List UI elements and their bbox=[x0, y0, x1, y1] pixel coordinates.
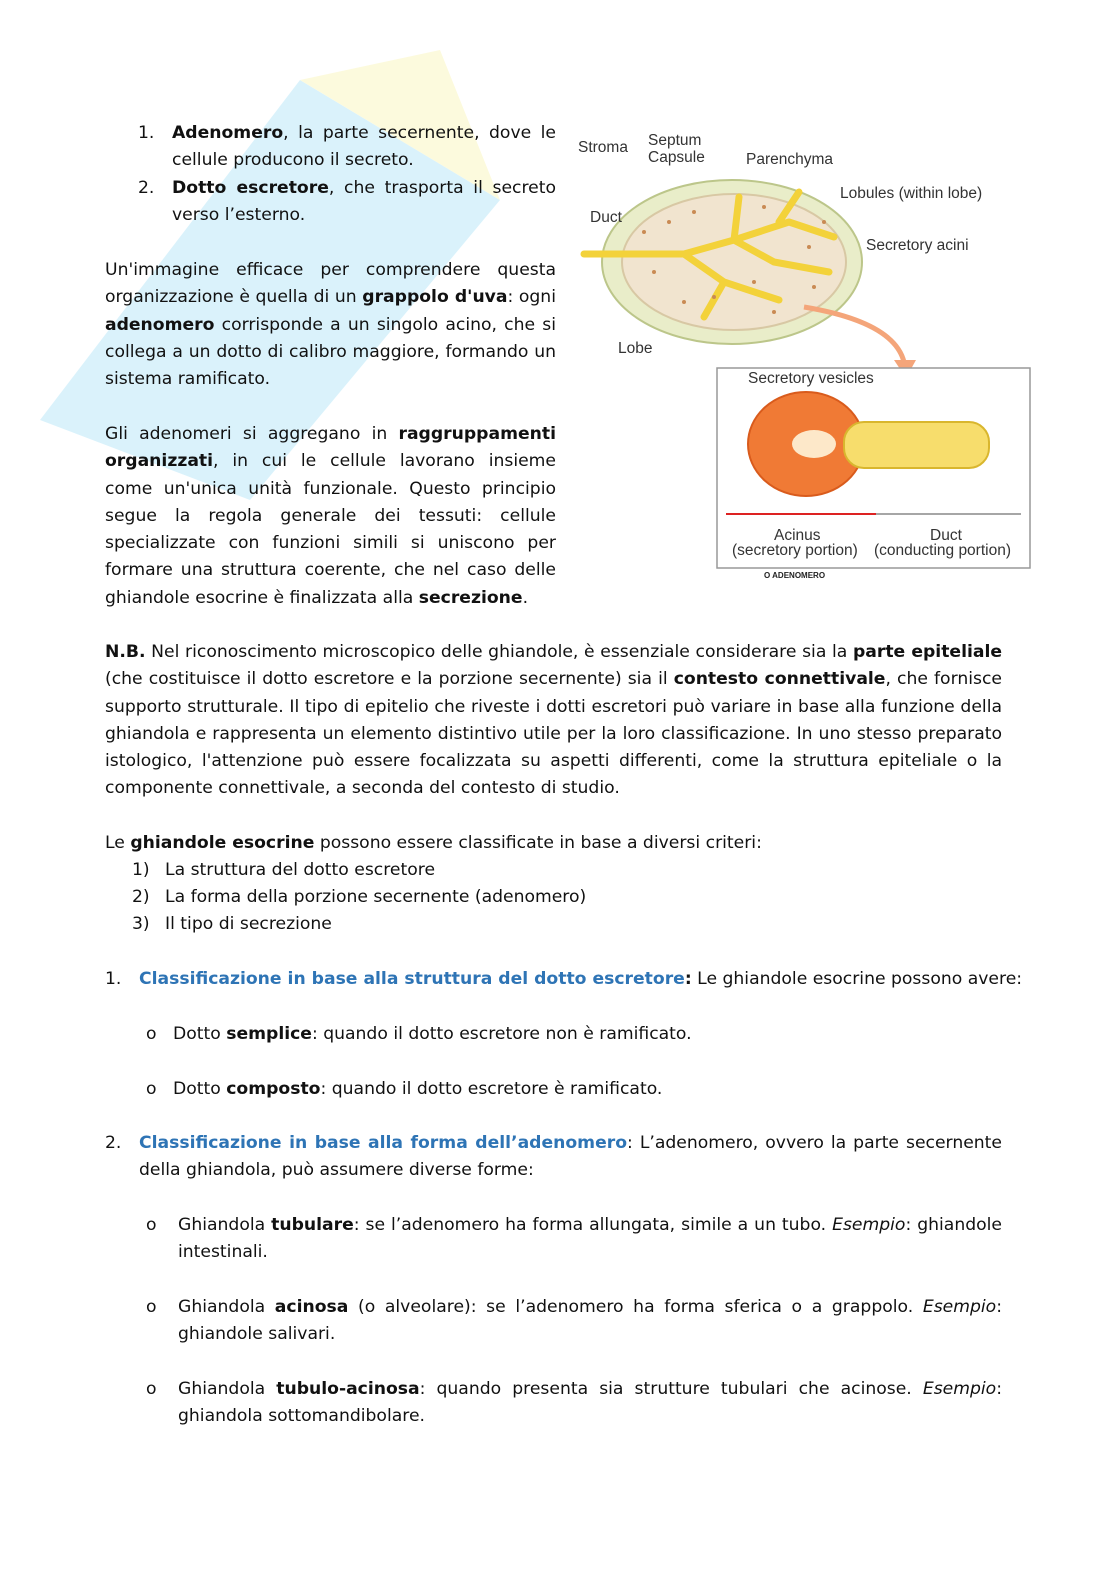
criteria-item: 2) La forma della porzione secernente (adenomero) bbox=[132, 887, 587, 907]
label-stroma: Stroma bbox=[578, 139, 628, 156]
label-capsule: Capsule bbox=[648, 149, 705, 166]
label-secretory-vesicles: Secretory vesicles bbox=[748, 370, 874, 387]
section2-bullet: o bbox=[146, 1379, 157, 1399]
section1-heading: Classificazione in base alla struttura del dotto escretore: Le ghiandole esocrine possono avere: bbox=[139, 969, 1023, 989]
label-secretory-acini: Secretory acini bbox=[866, 237, 969, 254]
criteria-item: 1) La struttura del dotto escretore bbox=[132, 860, 436, 880]
gland-figure bbox=[574, 122, 1044, 592]
section2-bullet: o bbox=[146, 1297, 157, 1317]
criteria-item: 3) Il tipo di secrezione bbox=[132, 914, 332, 934]
label-parenchyma: Parenchyma bbox=[746, 151, 834, 168]
label-lobules: Lobules (within lobe) bbox=[840, 185, 983, 202]
section1-item: Dotto composto: quando il dotto escretore è ramificato. bbox=[173, 1079, 663, 1099]
label-duct2-sub: (conducting portion) bbox=[874, 542, 1011, 559]
paragraph-nb: N.B. Nel riconoscimento microscopico delle ghiandole, è essenziale considerare sia la parte epiteliale (che costituisce il dotto escretore e la porzione secernente) sia il contesto connettivale, che fornisce supporto strutturale. Il tipo di epitelio che riveste i dotti escretori può variare in base alla funzione della ghiandola e rappresenta un elemento distintivo utile per la loro classificazione. In uno stesso preparato istologico, l'attenzione può essere focalizzata su aspetti differenti, come la struttura epiteliale o la componente connettivale, a seconda del contesto di studio. bbox=[105, 642, 1003, 799]
label-lobe: Lobe bbox=[618, 340, 653, 357]
duct-tube-shape bbox=[844, 422, 989, 468]
section2-bullet: o bbox=[146, 1215, 157, 1235]
intro-list-item: 2. Dotto escretore, che trasporta il secreto verso l’esterno. bbox=[138, 178, 556, 226]
section1-bullet: o bbox=[146, 1079, 157, 1099]
section2-item: Ghiandola tubulare: se l’adenomero ha forma allungata, simile a un tubo. Esempio: ghiandole intestinali. bbox=[178, 1215, 1002, 1263]
section1-bullet: o bbox=[146, 1024, 157, 1044]
label-duct2: Duct bbox=[930, 527, 962, 544]
label-septum: Septum bbox=[648, 132, 702, 149]
paragraph-criteria: Le ghiandole esocrine possono essere classificate in base a diversi criteri: bbox=[105, 833, 762, 853]
handwritten-note: O ADENOMERO bbox=[764, 571, 826, 580]
paragraph-aggregate: Gli adenomeri si aggregano in raggruppamenti organizzati, in cui le cellule lavorano insieme come un'unica unità funzionale. Questo principio segue la regola generale dei tessuti: cellule specializzate con funzioni simili si uniscono per formare una struttura coerente, che nel caso delle ghiandole esocrine è finalizzata alla secrezione. bbox=[105, 424, 556, 608]
label-acinus: Acinus bbox=[774, 527, 821, 544]
section2-number: 2. bbox=[105, 1133, 122, 1153]
label-acinus-sub: (secretory portion) bbox=[732, 542, 858, 559]
acinus-lumen bbox=[792, 430, 836, 458]
section2-heading: Classificazione in base alla forma dell’adenomero: L’adenomero, ovvero la parte secernente della ghiandola, può assumere diverse forme: bbox=[139, 1133, 1002, 1181]
intro-list-item: 1. Adenomero, la parte secernente, dove le cellule producono il secreto. bbox=[138, 123, 556, 171]
section1-item: Dotto semplice: quando il dotto escretore non è ramificato. bbox=[173, 1024, 692, 1044]
section2-item: Ghiandola tubulo-acinosa: quando presenta sia strutture tubulari che acinose. Esempio: ghiandola sottomandibolare. bbox=[178, 1379, 1002, 1427]
label-duct: Duct bbox=[590, 209, 622, 226]
paragraph-grape: Un'immagine efficace per comprendere questa organizzazione è quella di un grappolo d'uva: ogni adenomero corrisponde a un singolo acino, che si collega a un dotto di calibro maggiore, formando un sistema ramificato. bbox=[105, 260, 556, 390]
section2-item: Ghiandola acinosa (o alveolare): se l’adenomero ha forma sferica o a grappolo. Esempio: ghiandole salivari. bbox=[178, 1297, 1002, 1345]
section1-number: 1. bbox=[105, 969, 122, 989]
